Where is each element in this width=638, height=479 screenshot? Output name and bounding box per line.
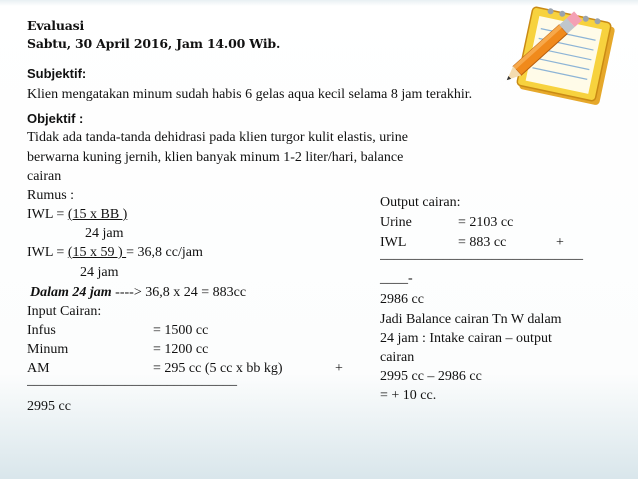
input-name: AM: [27, 361, 50, 376]
heading-block: [27, 17, 280, 53]
output-value: = 883 cc: [458, 235, 507, 250]
input-name: Infus: [27, 323, 56, 338]
conclusion-line: 2995 cc – 2986 cc: [380, 369, 482, 384]
input-note: (5 cc x bb kg): [201, 361, 283, 376]
iwl2-denominator: 24 jam: [80, 265, 119, 280]
input-value: = 295 cc: [153, 361, 202, 376]
input-label: Input Cairan:: [27, 304, 102, 319]
subjektif-label: Subjektif:: [27, 66, 87, 81]
output-name: IWL: [380, 235, 407, 250]
heading-date: Sabtu, 30 April 2016, Jam 14.00 Wib.: [27, 36, 281, 51]
input-plus-sign: +: [335, 361, 343, 376]
input-sum-rule: ______________________________: [27, 373, 237, 388]
heading-title: Evaluasi: [27, 18, 85, 33]
iwl-formula: [27, 206, 127, 223]
iwl-calculation: [27, 244, 203, 261]
conclusion-line: = + 10 cc.: [380, 388, 437, 403]
daily-iwl: [30, 284, 246, 301]
conclusion-line: cairan: [380, 350, 415, 365]
iwl-denominator: 24 jam: [85, 226, 124, 241]
rumus-label: Rumus :: [27, 188, 75, 203]
iwl-prefix: IWL =: [27, 207, 68, 222]
subjektif-text: Klien mengatakan minum sudah habis 6 gelas aqua kecil selama 8 jam terakhir.: [27, 87, 473, 102]
output-total: 2986 cc: [380, 292, 424, 307]
iwl2-result: = 36,8 cc/jam: [126, 245, 203, 260]
input-value: = 1500 cc: [153, 323, 209, 338]
iwl2-numerator: (15 x 59 ): [67, 245, 127, 260]
iwl2-prefix: IWL =: [27, 245, 68, 260]
objektif-label: Objektif :: [27, 111, 84, 126]
daily-rest: ----> 36,8 x 24 = 883cc: [111, 285, 247, 300]
output-sum-rule-tail: ____-: [380, 271, 413, 286]
notepad-pencil-icon: [490, 2, 620, 106]
output-value: = 2103 cc: [458, 215, 514, 230]
daily-emphasis: Dalam 24 jam: [30, 285, 112, 300]
input-total: 2995 cc: [27, 399, 71, 414]
conclusion-line: 24 jam : Intake cairan – output: [380, 331, 552, 346]
output-sum-rule: _____________________________: [380, 247, 583, 262]
objektif-line: Tidak ada tanda-tanda dehidrasi pada klien turgor kulit elastis, urine: [27, 130, 409, 145]
output-plus-sign: +: [556, 235, 564, 250]
output-name: Urine: [380, 215, 412, 230]
output-label: Output cairan:: [380, 195, 461, 210]
objektif-line: cairan: [27, 169, 62, 184]
objektif-line: berwarna kuning jernih, klien banyak minum 1-2 liter/hari, balance: [27, 150, 404, 165]
iwl-numerator: (15 x BB ): [67, 207, 128, 222]
input-name: Minum: [27, 342, 69, 357]
conclusion-line: Jadi Balance cairan Tn W dalam: [380, 312, 562, 327]
input-value: = 1200 cc: [153, 342, 209, 357]
